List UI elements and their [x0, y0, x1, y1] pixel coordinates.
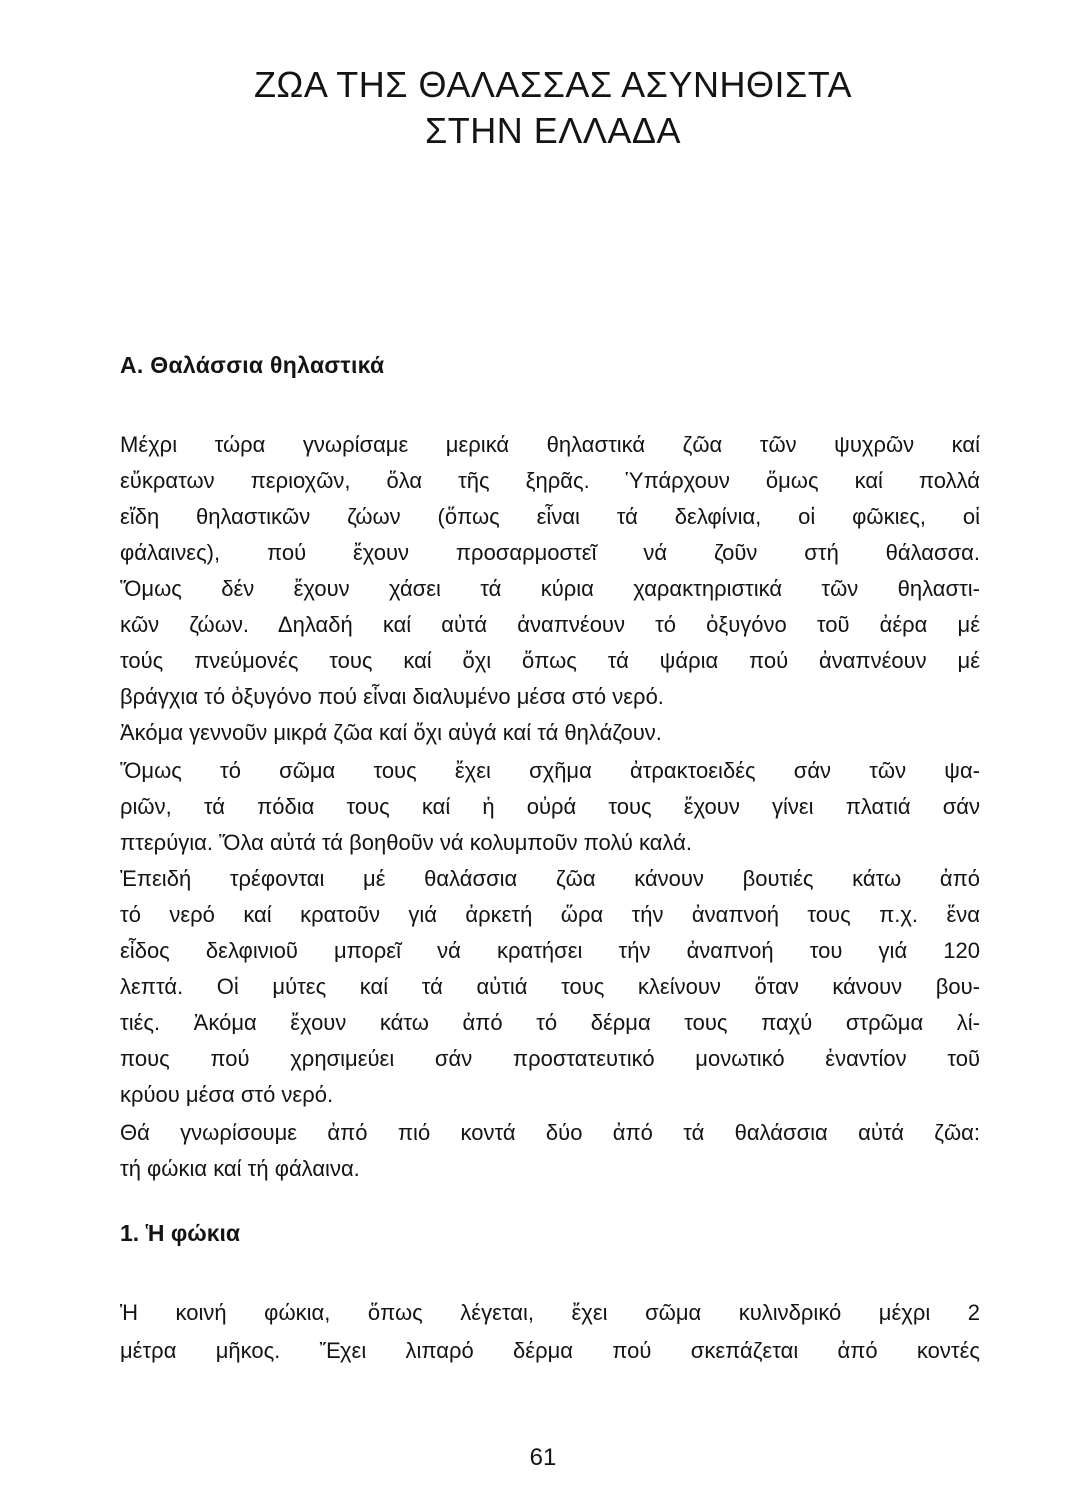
text-line: λεπτά. Οἱ μύτες καί τά αὐτιά τους κλείνουν ὅταν κάνουν βου-	[120, 974, 980, 999]
text-line: Μέχρι τώρα γνωρίσαμε μερικά θηλαστικά ζῶα τῶν ψυχρῶν καί	[120, 432, 980, 457]
text-line: ριῶν, τά πόδια τους καί ἡ οὐρά τους ἔχουν γίνει πλατιά σάν	[120, 794, 980, 819]
text-line: τό νερό καί κρατοῦν γιά ἀρκετή ὥρα τήν ἀναπνοή τους π.χ. ἕνα	[120, 902, 980, 927]
text-line: τή φώκια καί τή φάλαινα.	[120, 1156, 360, 1181]
text-line: μέτρα μῆκος. Ἔχει λιπαρό δέρμα πού σκεπάζεται ἀπό κοντές	[120, 1338, 980, 1363]
text-line: Ἐπειδή τρέφονται μέ θαλάσσια ζῶα κάνουν βουτιές κάτω ἀπό	[120, 866, 980, 891]
text-line: τιές. Ἀκόμα ἔχουν κάτω ἀπό τό δέρμα τους παχύ στρῶμα λί-	[120, 1010, 980, 1035]
text-line: εἶδος δελφινιοῦ μπορεῖ νά κρατήσει τήν ἀναπνοή του γιά 120	[120, 938, 980, 963]
page-title-line-1: ΖΩΑ ΤΗΣ ΘΑΛΑΣΣΑΣ ΑΣΥΝΗΘΙΣΤΑ	[253, 64, 853, 105]
text-line: πτερύγια. Ὅλα αὐτά τά βοηθοῦν νά κολυμποῦν πολύ καλά.	[120, 830, 692, 855]
text-line: εἴδη θηλαστικῶν ζώων (ὅπως εἶναι τά δελφίνια, οἱ φῶκιες, οἱ	[120, 504, 980, 529]
text-line: Θά γνωρίσουμε ἀπό πιό κοντά δύο ἀπό τά θαλάσσια αὐτά ζῶα:	[120, 1120, 980, 1145]
text-line: Ὅμως τό σῶμα τους ἔχει σχῆμα ἀτρακτοειδές σάν τῶν ψα-	[120, 758, 980, 783]
section-heading-marine-mammals: Α. Θαλάσσια θηλαστικά	[120, 352, 385, 378]
page-title-line-2: ΣΤΗΝ ΕΛΛΑΔΑ	[425, 110, 681, 151]
text-line: πους πού χρησιμεύει σάν προστατευτικό μονωτικό ἐναντίον τοῦ	[120, 1046, 980, 1071]
text-line: εὔκρατων περιοχῶν, ὅλα τῆς ξηρᾶς. Ὑπάρχουν ὅμως καί πολλά	[120, 468, 980, 493]
text-line: Ὅμως δέν ἔχουν χάσει τά κύρια χαρακτηριστικά τῶν θηλαστι-	[120, 576, 980, 601]
text-line: Ἀκόμα γεννοῦν μικρά ζῶα καί ὄχι αὐγά καί τά θηλάζουν.	[120, 720, 662, 745]
subsection-heading-seal: 1. Ἡ φώκια	[120, 1220, 241, 1246]
text-line: Ἡ κοινή φώκια, ὅπως λέγεται, ἔχει σῶμα κυλινδρικό μέχρι 2	[120, 1300, 980, 1325]
page-number: 61	[529, 1444, 557, 1471]
text-line: φάλαινες), πού ἔχουν προσαρμοστεῖ νά ζοῦν στή θάλασσα.	[120, 540, 980, 565]
text-line: κῶν ζώων. Δηλαδή καί αὐτά ἀναπνέουν τό ὀξυγόνο τοῦ ἀέρα μέ	[120, 612, 980, 637]
text-line: κρύου μέσα στό νερό.	[120, 1082, 334, 1107]
text-line: τούς πνεύμονές τους καί ὄχι ὅπως τά ψάρια πού ἀναπνέουν μέ	[120, 648, 980, 673]
text-line: βράγχια τό ὀξυγόνο πού εἶναι διαλυμένο μέσα στό νερό.	[120, 684, 664, 709]
